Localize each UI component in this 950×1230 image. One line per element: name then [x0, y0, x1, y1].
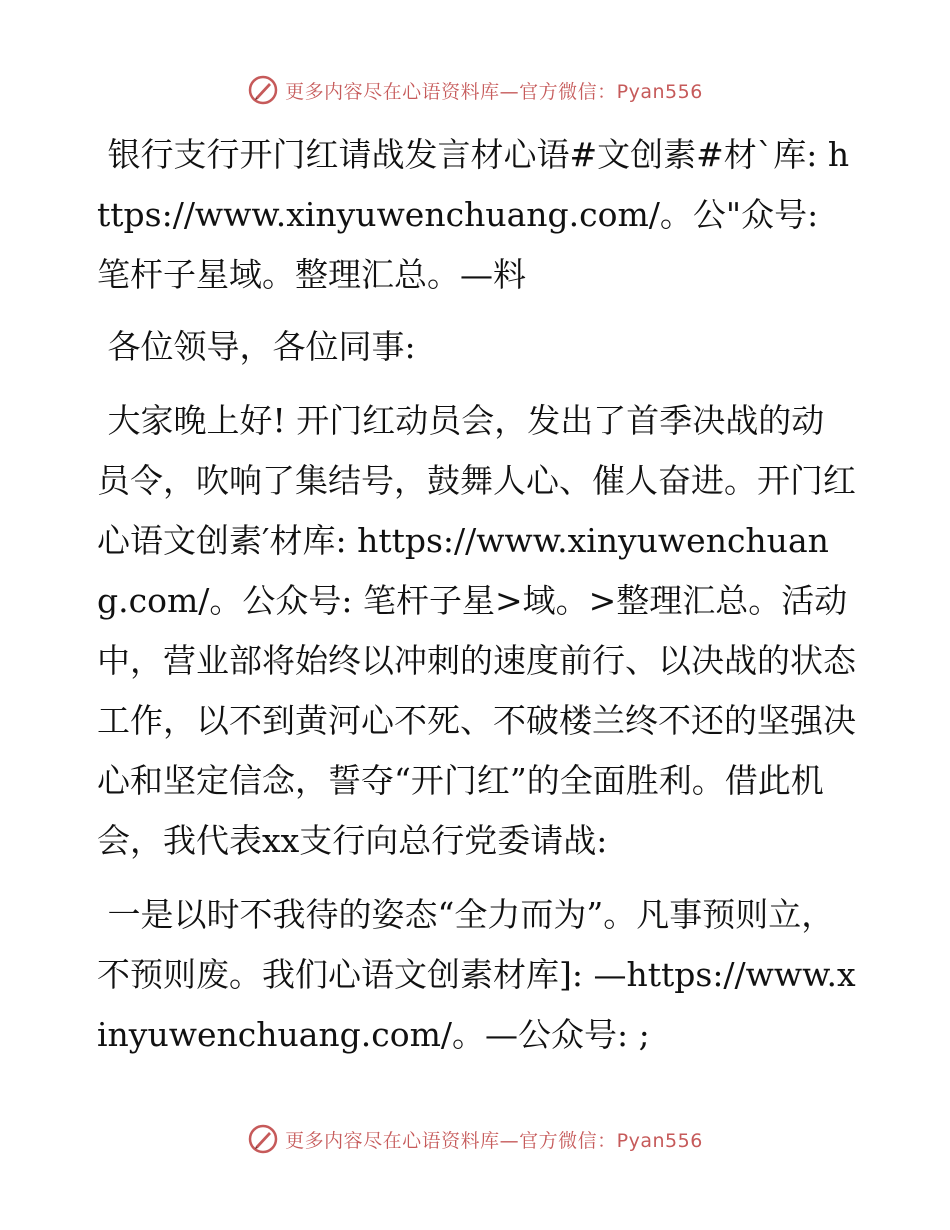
- salutation-paragraph: 各位领导，各位同事:: [97, 327, 416, 366]
- quill-pen-logo-icon: [247, 1123, 279, 1155]
- header-banner: [0, 70, 950, 110]
- body-paragraph: 大家晚上好! 开门红动员会，发出了首季决战的动员令，吹响了集结号，鼓舞人心、催人奋进。开门红心语文创素′材库: https://www.xinyuwenchuang.com/。公众号: 笔杆子星>域。>整理汇总。活动中，营业部将始终以冲刺的速度前行、以决战的状态工作，以不到黄河心不死、不破楼兰终不还的坚强决心和坚定信念，誓夺“开门红”的全面胜利。借此机会，我代表xx支行向总行党委请战:: [97, 401, 856, 860]
- header-banner-text: 更多内容尽在心语资料库—官方微信：Pyan556: [285, 80, 703, 103]
- quill-pen-logo-icon: [247, 74, 279, 106]
- footer-banner-text: 更多内容尽在心语资料库—官方微信：Pyan556: [285, 1129, 703, 1152]
- document-body: [97, 125, 857, 1079]
- body-paragraph: 一是以时不我待的姿态“全力而为”。凡事预则立，不预则废。我们心语文创素材库]: —https://www.xinyuwenchuang.com/。—公众号: ;: [97, 895, 856, 1054]
- document-title: 银行支行开门红请战发言材心语#文创素#材`库: https://www.xinyuwenchuang.com/。公"众号: 笔杆子星域。整理汇总。—料: [97, 135, 850, 294]
- footer-banner: [0, 1119, 950, 1159]
